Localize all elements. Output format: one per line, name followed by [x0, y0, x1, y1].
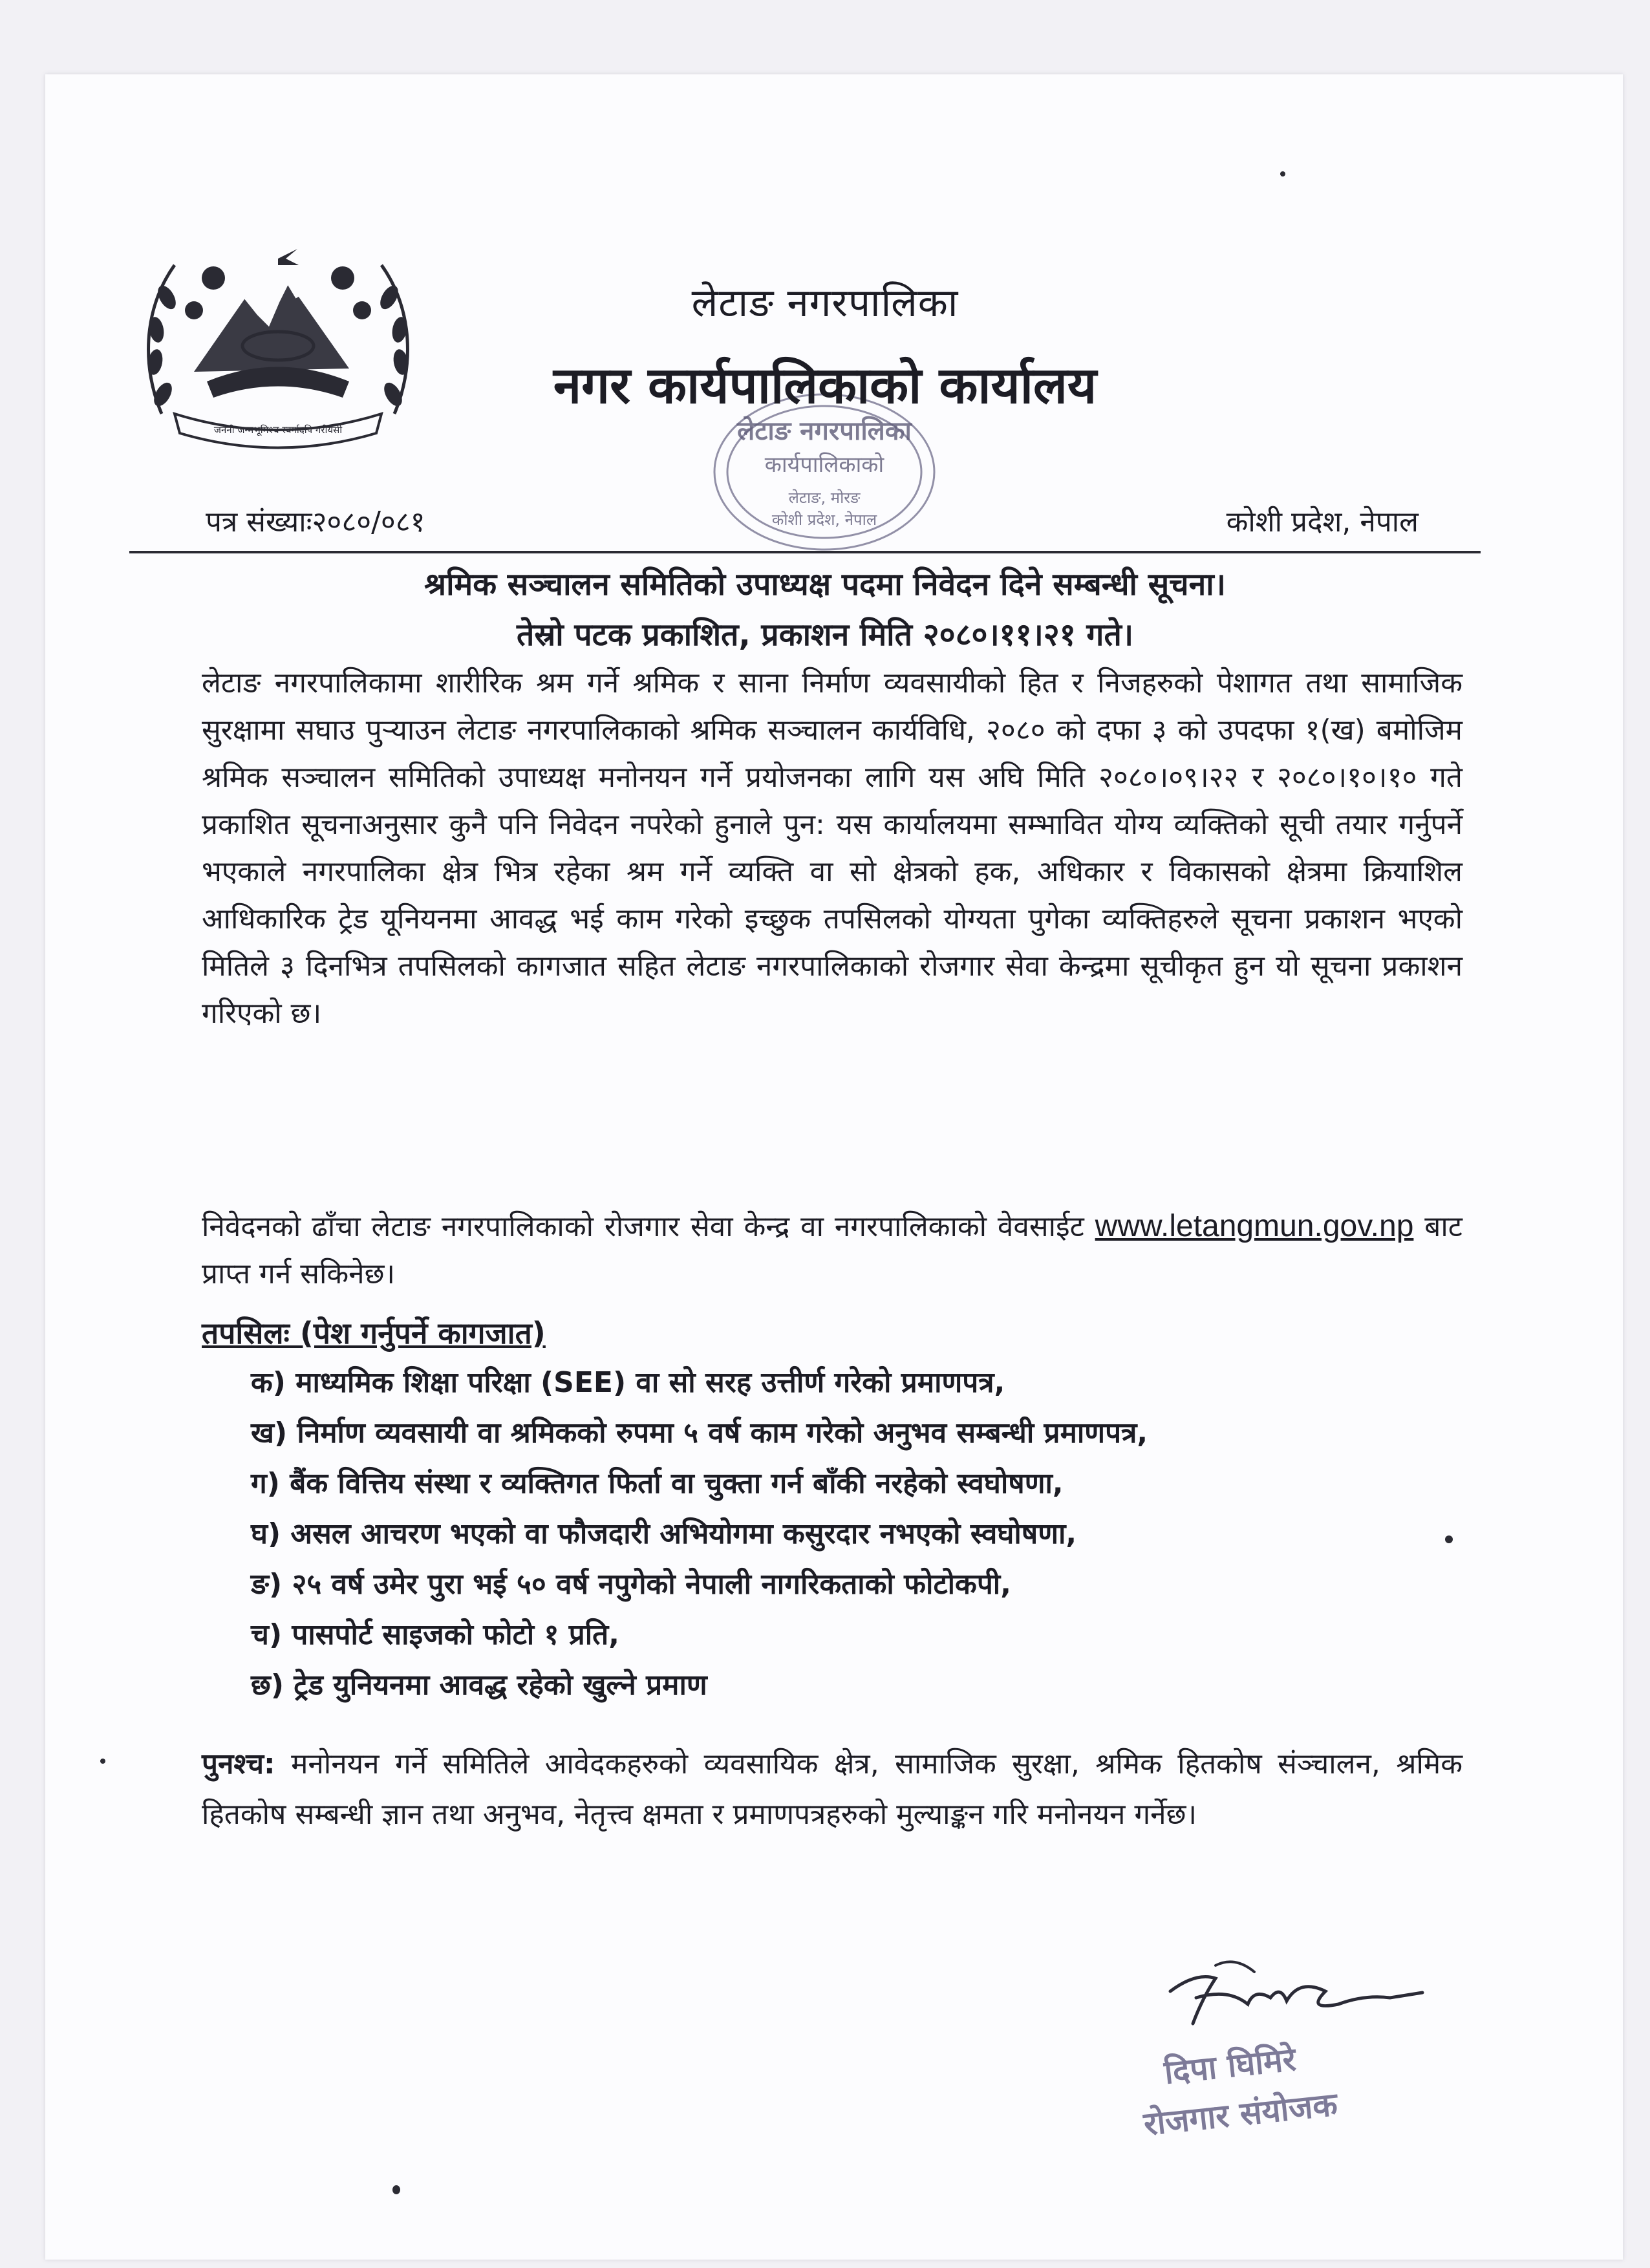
- paper-speck: [1280, 171, 1285, 177]
- municipality-name: लेटाङ नगरपालिका: [691, 281, 959, 326]
- office-address: कोशी प्रदेश, नेपाल: [1226, 506, 1419, 539]
- required-documents-list: [251, 1358, 1479, 1711]
- list-item: ख) निर्माण व्यवसायी वा श्रमिकको रुपमा ५ वर्ष काम गरेको अनुभव सम्बन्धी प्रमाणपत्र,: [251, 1417, 1148, 1450]
- header-divider: [129, 551, 1481, 553]
- signatory-name: दिपा घिमिरे: [1162, 2040, 1298, 2091]
- svg-text:लेटाङ नगरपालिका: लेटाङ नगरपालिका: [737, 416, 912, 446]
- paper-speck: [100, 1759, 105, 1764]
- svg-text:लेटाङ, मोरङ: लेटाङ, मोरङ: [788, 489, 861, 507]
- documents-heading: तपसिलः (पेश गर्नुपर्ने कागजात): [202, 1316, 546, 1351]
- svg-text:कोशी प्रदेश, नेपाल: कोशी प्रदेश, नेपाल: [771, 511, 877, 529]
- postscript: [202, 1739, 1462, 1840]
- publication-date: तेस्रो पटक प्रकाशित, प्रकाशन मिति २०८०।११।२१ गते।: [516, 617, 1134, 653]
- signatory-title: रोजगार संयोजक: [1142, 2085, 1340, 2143]
- paper-speck: [392, 2185, 400, 2194]
- paper-speck: [1445, 1535, 1453, 1543]
- list-item: ङ) २५ वर्ष उमेर पुरा भई ५० वर्ष नपुगेको नेपाली नागरिकताको फोटोकपी,: [251, 1568, 1011, 1601]
- list-item: च) पासपोर्ट साइजको फोटो १ प्रति,: [251, 1618, 619, 1651]
- website-link[interactable]: www.letangmun.gov.np: [1095, 1209, 1414, 1243]
- notice-body: लेटाङ नगरपालिकामा शारीरिक श्रम गर्ने श्रमिक र साना निर्माण व्यवसायीको हित र निजहरुको पेशागत तथा सामाजिक सुरक्षामा सघाउ पुऱ्याउन लेटाङ नगरपालिकाको श्रमिक सञ्चालन कार्यविधि, २०८० को दफा ३ को उपदफा १(ख) बमोजिम श्रमिक सञ्चालन समितिको उपाध्यक्ष मनोनयन गर्ने प्रयोजनका लागि यस अघि मिति २०८०।०९।२२ र २०८०।१०।१० गते प्रकाशित सूचनाअनुसार कुनै पनि निवेदन नपरेको हुनाले पुन: यस कार्यालयमा सम्भावित योग्य व्यक्तिको सूची तयार गर्नुपर्ने भएकाले नगरपालिका क्षेत्र भित्र रहेका श्रम गर्ने व्यक्ति वा सो क्षेत्रको हक, अधिकार र विकासको क्षेत्रमा क्रियाशिल आधिकारिक ट्रेड यूनियनमा आवद्ध भई काम गरेको इच्छुक तपसिलको योग्यता पुगेका व्यक्तिहरुले सूचना प्रकाशन भएको मितिले ३ दिनभित्र तपसिलको कागजात सहित लेटाङ नगरपालिकाको रोजगार सेवा केन्द्रमा सूचीकृत हुन यो सूचना प्रकाशन गरिएको छ।: [202, 667, 1462, 1030]
- list-item: ग) बैंक वित्तिय संस्था र व्यक्तिगत फिर्ता वा चुक्ता गर्न बाँकी नरहेको स्वघोषणा,: [251, 1467, 1064, 1500]
- notice-subject: श्रमिक सञ्चालन समितिको उपाध्यक्ष पदमा निवेदन दिने सम्बन्धी सूचना।: [424, 566, 1226, 603]
- form-suffix: बाट प्राप्त गर्न सकिनेछ।: [202, 1210, 1462, 1290]
- nepal-government-emblem: [136, 220, 420, 459]
- office-name: नगर कार्यपालिकाको कार्यालय: [553, 357, 1097, 415]
- form-availability-paragraph: [202, 1203, 1462, 1298]
- postscript-label: पुनश्च:: [202, 1748, 275, 1781]
- list-item: क) माध्यमिक शिक्षा परिक्षा (SEE) वा सो सरह उत्तीर्ण गरेको प्रमाणपत्र,: [251, 1366, 1005, 1399]
- svg-text:कार्यपालिकाको: कार्यपालिकाको: [764, 452, 884, 478]
- form-text: निवेदनको ढाँचा लेटाङ नगरपालिकाको रोजगार सेवा केन्द्र वा नगरपालिकाको वेवसाईट: [202, 1210, 1084, 1243]
- list-item: छ) ट्रेड युनियनमा आवद्ध रहेको खुल्ने प्रमाण: [251, 1669, 707, 1702]
- postscript-text: मनोनयन गर्ने समितिले आवेदकहरुको व्यवसायिक क्षेत्र, सामाजिक सुरक्षा, श्रमिक हितकोष संञ्चालन, श्रमिक हितकोष सम्बन्धी ज्ञान तथा अनुभव, नेतृत्त्व क्षमता र प्रमाणपत्रहरुको मुल्याङ्कन गरि मनोनयन गर्नेछ।: [202, 1748, 1462, 1831]
- list-item: घ) असल आचरण भएको वा फौजदारी अभियोगमा कसुरदार नभएको स्वघोषणा,: [251, 1517, 1077, 1550]
- emblem-motto: जननी जन्मभूमिश्च स्वर्गादपि गरीयसी: [213, 424, 343, 436]
- letter-number: पत्र संख्याः२०८०/०८१: [206, 506, 425, 539]
